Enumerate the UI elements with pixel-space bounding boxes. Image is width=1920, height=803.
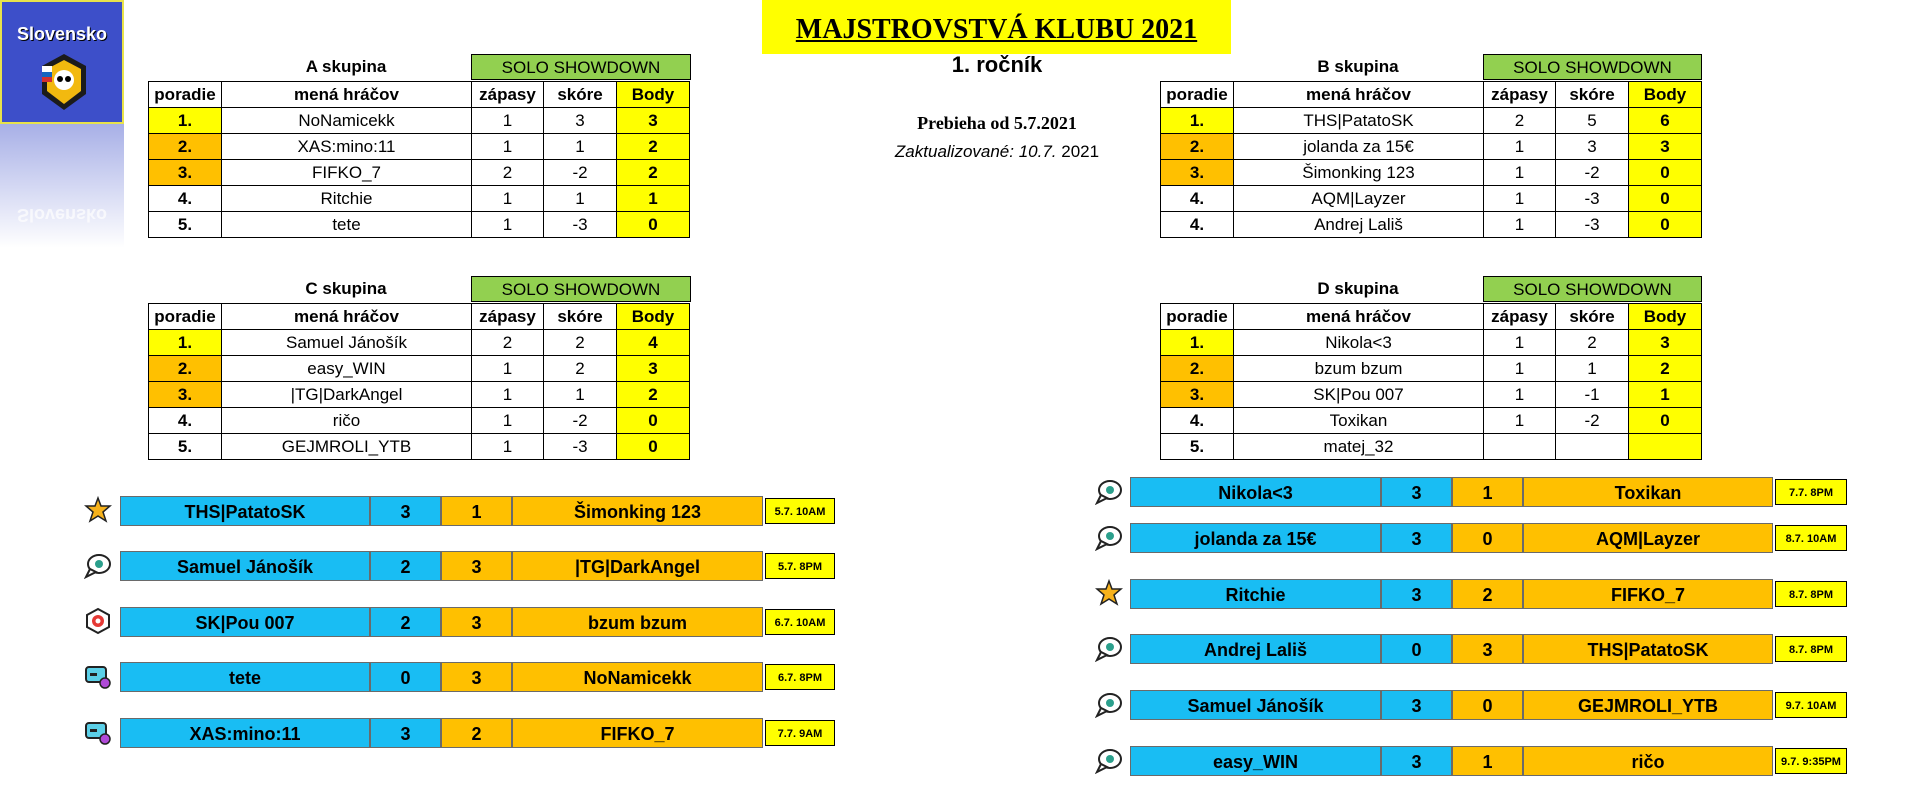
player-cell: Nikola<3 [1234, 330, 1484, 356]
points-cell: 4 [617, 330, 690, 356]
match-time: 7.7. 8PM [1775, 479, 1847, 505]
matches-cell: 1 [472, 356, 544, 382]
start-date: Prebieha od 5.7.2021 [917, 113, 1077, 133]
player-cell: ričo [222, 408, 472, 434]
player-cell: Ritchie [222, 186, 472, 212]
score-cell: 5 [1556, 108, 1629, 134]
player2-name: AQM|Layzer [1523, 523, 1773, 553]
player-cell: AQM|Layzer [1234, 186, 1484, 212]
header-row [1161, 304, 1702, 330]
col-names: mená hráčov [1234, 304, 1484, 330]
matches-cell: 1 [472, 382, 544, 408]
table-row [1161, 160, 1702, 186]
points-cell: 0 [617, 212, 690, 238]
player1-name: XAS:mino:11 [120, 718, 370, 748]
speech-bubble-icon [1095, 690, 1123, 718]
player2-score: 3 [441, 662, 512, 692]
group-d-mode: SOLO SHOWDOWN [1483, 276, 1702, 302]
score-cell: -2 [1556, 160, 1629, 186]
points-cell: 2 [617, 134, 690, 160]
matches-cell: 1 [472, 186, 544, 212]
table-row [149, 434, 690, 460]
player2-score: 2 [441, 718, 512, 748]
match-time: 8.7. 8PM [1775, 581, 1847, 607]
matches-cell: 1 [1484, 160, 1556, 186]
group-c-mode: SOLO SHOWDOWN [471, 276, 691, 302]
col-points: Body [1629, 82, 1702, 108]
col-rank: poradie [149, 304, 222, 330]
table-row [1161, 330, 1702, 356]
player2-name: bzum bzum [512, 607, 763, 637]
rank-cell: 5. [149, 434, 222, 460]
col-matches: zápasy [1484, 304, 1556, 330]
player1-score: 0 [370, 662, 441, 692]
matches-cell: 1 [1484, 356, 1556, 382]
player2-score: 1 [441, 496, 512, 526]
header-row [149, 304, 690, 330]
score-cell: 1 [1556, 356, 1629, 382]
rank-cell: 2. [1161, 134, 1234, 160]
player1-name: Ritchie [1130, 579, 1381, 609]
table-row [149, 108, 690, 134]
updated-label: Zaktualizované: 10.7. [894, 142, 1057, 161]
player-cell: Toxikan [1234, 408, 1484, 434]
match-time: 6.7. 10AM [765, 609, 835, 635]
player2-score: 3 [441, 551, 512, 581]
table-row [149, 330, 690, 356]
points-cell: 6 [1629, 108, 1702, 134]
player2-name: Toxikan [1523, 477, 1773, 507]
points-cell: 0 [1629, 212, 1702, 238]
table-row [1161, 108, 1702, 134]
standings-table [148, 303, 690, 460]
player1-score: 3 [370, 718, 441, 748]
match-time: 8.7. 10AM [1775, 525, 1847, 551]
star-icon [84, 496, 112, 524]
match-time: 6.7. 8PM [765, 664, 835, 690]
points-cell: 2 [617, 382, 690, 408]
logo-reflection-text: Slovensko [16, 205, 108, 225]
player2-name: GEJMROLI_YTB [1523, 690, 1773, 720]
matches-cell: 1 [472, 134, 544, 160]
table-row [1161, 356, 1702, 382]
player2-score: 1 [1452, 746, 1523, 776]
player2-name: FIFKO_7 [512, 718, 763, 748]
group-c-table [148, 303, 690, 460]
rank-cell: 3. [149, 160, 222, 186]
rank-cell: 4. [1161, 212, 1234, 238]
player1-name: Nikola<3 [1130, 477, 1381, 507]
page-title: MAJSTROVSTVÁ KLUBU 2021 [795, 14, 1198, 45]
points-cell: 2 [617, 160, 690, 186]
group-a-mode: SOLO SHOWDOWN [471, 54, 691, 80]
player2-score: 0 [1452, 690, 1523, 720]
club-logo [0, 0, 124, 124]
group-a-name: A skupina [305, 57, 387, 76]
score-cell: -2 [544, 408, 617, 434]
col-matches: zápasy [472, 304, 544, 330]
edition-subtitle: 1. ročník [951, 52, 1043, 77]
player1-name: Samuel Jánošík [120, 551, 370, 581]
player1-score: 3 [1381, 477, 1452, 507]
gamepad-icon [84, 718, 112, 746]
table-row [1161, 134, 1702, 160]
player1-score: 0 [1381, 634, 1452, 664]
score-cell: -3 [1556, 186, 1629, 212]
group-d-table [1160, 303, 1702, 460]
rank-cell: 1. [149, 330, 222, 356]
player2-score: 0 [1452, 523, 1523, 553]
rank-cell: 4. [149, 186, 222, 212]
rank-cell: 1. [1161, 108, 1234, 134]
col-points: Body [1629, 304, 1702, 330]
player-cell: Andrej Lališ [1234, 212, 1484, 238]
table-row [149, 212, 690, 238]
updated-year: 2021 [1056, 142, 1100, 161]
match-time: 9.7. 9:35PM [1775, 748, 1847, 774]
col-matches: zápasy [1484, 82, 1556, 108]
score-cell: -3 [1556, 212, 1629, 238]
points-cell: 3 [1629, 330, 1702, 356]
group-b-name: B skupina [1317, 57, 1399, 76]
score-cell: 1 [544, 134, 617, 160]
speech-bubble-icon [1095, 634, 1123, 662]
col-score: skóre [1556, 304, 1629, 330]
player-cell: Šimonking 123 [1234, 160, 1484, 186]
score-cell: 3 [1556, 134, 1629, 160]
match-time: 5.7. 10AM [765, 498, 835, 524]
logo-reflection [0, 124, 124, 248]
player-cell: tete [222, 212, 472, 238]
player1-name: easy_WIN [1130, 746, 1381, 776]
standings-table [1160, 81, 1702, 238]
table-row [149, 382, 690, 408]
points-cell: 3 [617, 108, 690, 134]
player1-score: 3 [1381, 523, 1452, 553]
logo-text: Slovensko [16, 24, 108, 44]
player-cell: Samuel Jánošík [222, 330, 472, 356]
rank-cell: 4. [149, 408, 222, 434]
player2-score: 3 [1452, 634, 1523, 664]
matches-cell [1484, 434, 1556, 460]
matches-cell: 2 [1484, 108, 1556, 134]
score-cell: -1 [1556, 382, 1629, 408]
rank-cell: 3. [1161, 160, 1234, 186]
points-cell: 0 [617, 408, 690, 434]
matches-cell: 1 [1484, 408, 1556, 434]
player-cell: NoNamicekk [222, 108, 472, 134]
col-names: mená hráčov [222, 304, 472, 330]
group-b-table [1160, 81, 1702, 238]
player1-score: 2 [370, 551, 441, 581]
col-rank: poradie [149, 82, 222, 108]
player2-score: 3 [441, 607, 512, 637]
group-d-name: D skupina [1317, 279, 1399, 298]
matches-cell: 2 [472, 160, 544, 186]
player-cell: SK|Pou 007 [1234, 382, 1484, 408]
player2-name: ričo [1523, 746, 1773, 776]
points-cell: 2 [1629, 356, 1702, 382]
group-c-name: C skupina [305, 279, 387, 298]
rank-cell: 5. [149, 212, 222, 238]
table-row [149, 160, 690, 186]
rank-cell: 2. [149, 356, 222, 382]
points-cell: 0 [1629, 408, 1702, 434]
gamepad-icon [84, 662, 112, 690]
points-cell: 0 [1629, 186, 1702, 212]
score-cell: -2 [1556, 408, 1629, 434]
rank-cell: 5. [1161, 434, 1234, 460]
title-banner [762, 0, 1231, 54]
col-score: skóre [1556, 82, 1629, 108]
player-cell: matej_32 [1234, 434, 1484, 460]
group-a-table [148, 81, 690, 238]
player2-name: Šimonking 123 [512, 496, 763, 526]
matches-cell: 1 [1484, 330, 1556, 356]
player2-score: 1 [1452, 477, 1523, 507]
rank-cell: 3. [1161, 382, 1234, 408]
rank-cell: 4. [1161, 186, 1234, 212]
match-time: 8.7. 8PM [1775, 636, 1847, 662]
score-cell: -2 [544, 160, 617, 186]
match-time: 9.7. 10AM [1775, 692, 1847, 718]
group-b-mode: SOLO SHOWDOWN [1483, 54, 1702, 80]
col-names: mená hráčov [222, 82, 472, 108]
col-matches: zápasy [472, 82, 544, 108]
rank-cell: 2. [1161, 356, 1234, 382]
header-row [1161, 82, 1702, 108]
table-row [1161, 186, 1702, 212]
table-row [1161, 434, 1702, 460]
player1-score: 3 [1381, 690, 1452, 720]
player1-name: jolanda za 15€ [1130, 523, 1381, 553]
player-cell: bzum bzum [1234, 356, 1484, 382]
score-cell: -3 [544, 434, 617, 460]
rank-cell: 1. [149, 108, 222, 134]
score-cell: 2 [1556, 330, 1629, 356]
table-row [149, 134, 690, 160]
score-cell: 1 [544, 186, 617, 212]
skull-badge-icon [38, 52, 90, 112]
col-names: mená hráčov [1234, 82, 1484, 108]
player-cell: |TG|DarkAngel [222, 382, 472, 408]
player-cell: easy_WIN [222, 356, 472, 382]
table-row [1161, 408, 1702, 434]
player-cell: THS|PatatoSK [1234, 108, 1484, 134]
player1-name: Andrej Lališ [1130, 634, 1381, 664]
table-row [149, 186, 690, 212]
player1-score: 2 [370, 607, 441, 637]
rank-cell: 3. [149, 382, 222, 408]
col-points: Body [617, 82, 690, 108]
points-cell: 1 [617, 186, 690, 212]
match-time: 7.7. 9AM [765, 720, 835, 746]
player1-score: 3 [370, 496, 441, 526]
speech-bubble-icon [1095, 477, 1123, 505]
score-cell: 2 [544, 356, 617, 382]
score-cell: 1 [544, 382, 617, 408]
table-row [1161, 212, 1702, 238]
rank-cell: 1. [1161, 330, 1234, 356]
table-row [149, 408, 690, 434]
points-cell: 1 [1629, 382, 1702, 408]
updated-date [812, 142, 1182, 162]
col-score: skóre [544, 304, 617, 330]
table-row [149, 356, 690, 382]
player-cell: FIFKO_7 [222, 160, 472, 186]
matches-cell: 1 [1484, 186, 1556, 212]
player2-name: NoNamicekk [512, 662, 763, 692]
matches-cell: 1 [472, 212, 544, 238]
player1-score: 3 [1381, 746, 1452, 776]
table-row [1161, 382, 1702, 408]
player1-name: Samuel Jánošík [1130, 690, 1381, 720]
standings-table [1160, 303, 1702, 460]
rank-cell: 2. [149, 134, 222, 160]
match-time: 5.7. 8PM [765, 553, 835, 579]
speech-bubble-icon [1095, 523, 1123, 551]
speech-bubble-icon [1095, 746, 1123, 774]
score-cell: 2 [544, 330, 617, 356]
points-cell: 0 [617, 434, 690, 460]
player-cell: XAS:mino:11 [222, 134, 472, 160]
player1-name: THS|PatatoSK [120, 496, 370, 526]
points-cell: 3 [617, 356, 690, 382]
target-icon [84, 607, 112, 635]
matches-cell: 1 [1484, 212, 1556, 238]
player-cell: GEJMROLI_YTB [222, 434, 472, 460]
points-cell: 0 [1629, 160, 1702, 186]
score-cell: 3 [544, 108, 617, 134]
col-rank: poradie [1161, 82, 1234, 108]
matches-cell: 1 [1484, 134, 1556, 160]
player2-name: THS|PatatoSK [1523, 634, 1773, 664]
matches-cell: 1 [472, 434, 544, 460]
matches-cell: 2 [472, 330, 544, 356]
standings-table [148, 81, 690, 238]
matches-cell: 1 [472, 108, 544, 134]
speech-bubble-icon [84, 551, 112, 579]
star-icon [1095, 579, 1123, 607]
rank-cell: 4. [1161, 408, 1234, 434]
player2-score: 2 [1452, 579, 1523, 609]
player1-score: 3 [1381, 579, 1452, 609]
points-cell: 3 [1629, 134, 1702, 160]
player-cell: jolanda za 15€ [1234, 134, 1484, 160]
player1-name: tete [120, 662, 370, 692]
col-points: Body [617, 304, 690, 330]
matches-cell: 1 [472, 408, 544, 434]
player1-name: SK|Pou 007 [120, 607, 370, 637]
points-cell [1629, 434, 1702, 460]
score-cell [1556, 434, 1629, 460]
score-cell: -3 [544, 212, 617, 238]
header-row [149, 82, 690, 108]
col-rank: poradie [1161, 304, 1234, 330]
col-score: skóre [544, 82, 617, 108]
player2-name: |TG|DarkAngel [512, 551, 763, 581]
matches-cell: 1 [1484, 382, 1556, 408]
player2-name: FIFKO_7 [1523, 579, 1773, 609]
